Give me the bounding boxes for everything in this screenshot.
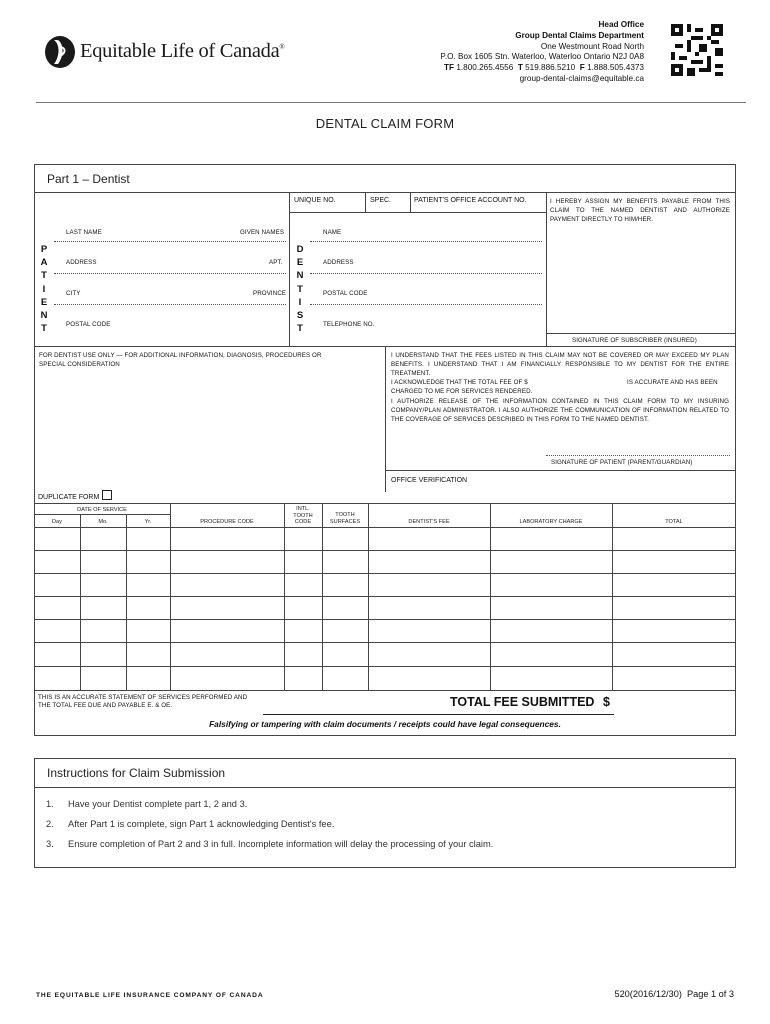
col-dentist-fee: DENTIST'S FEE: [408, 519, 450, 525]
table-row[interactable]: [34, 642, 736, 643]
table-bottom-rule: [34, 690, 736, 691]
department: Group Dental Claims Department: [515, 30, 644, 40]
letter: I: [42, 283, 46, 295]
dentist-use-label: FOR DENTIST USE ONLY — FOR ADDITIONAL INFORMATION, DIAGNOSIS, PROCEDURES OR SPECIAL CONSIDERATION: [39, 352, 322, 368]
address-label: ADDRESS: [66, 259, 97, 266]
table-row[interactable]: [34, 619, 736, 620]
instruction-number: 1.: [46, 799, 54, 809]
letter: T: [41, 270, 47, 282]
part1-title-rule: [34, 192, 736, 193]
total-fee-rule: [263, 714, 614, 715]
duplicate-form-checkbox[interactable]: [102, 490, 112, 500]
legal-warning: Falsifying or tampering with claim documents / receipts could have legal consequences.: [209, 719, 561, 729]
date-header-rule: [34, 514, 170, 515]
col-rule: [126, 514, 127, 690]
subscriber-signature-label: SIGNATURE OF SUBSCRIBER (INSURED): [572, 337, 697, 344]
given-names-label: GIVEN NAMES: [240, 229, 285, 236]
assign-benefits-text: I HEREBY ASSIGN MY BENEFITS PAYABLE FROM THIS CLAIM TO THE NAMED DENTIST AND AUTHORIZE PAYMENT DIRECTLY TO HIM/HER.: [550, 198, 730, 223]
tf-label: TF: [444, 63, 455, 73]
city-label: CITY: [66, 290, 81, 297]
understand-text: I UNDERSTAND THAT THE FEES LISTED IN THIS CLAIM MAY NOT BE COVERED OR MAY EXCEED MY PLAN BENEFITS. I UNDERSTAND THAT I AM FINANCIALLY RESPONSIBLE TO MY DENTIST FOR THE ENTIRE TREATMENT.: [391, 352, 729, 377]
instruction-item: [46, 819, 334, 829]
spec-label: SPEC.: [370, 197, 392, 204]
f-label: F: [579, 63, 585, 73]
last-name-field[interactable]: [54, 241, 286, 242]
form-number: 520(2016/12/30): [614, 989, 682, 999]
patient-signature-label: SIGNATURE OF PATIENT (PARENT/GUARDIAN): [551, 459, 693, 466]
company-name: Equitable Life of Canada: [80, 40, 280, 62]
f-value: 1.888.505.4373: [587, 63, 644, 73]
letter: N: [40, 310, 48, 322]
dentist-vertical-label: [294, 243, 306, 335]
col-procedure-code: PROCEDURE CODE: [200, 519, 254, 525]
table-row[interactable]: [34, 573, 736, 574]
equitable-logo-icon: [44, 34, 78, 70]
divider-v2: [365, 192, 366, 212]
address-line-1: One Westmount Road North: [540, 41, 644, 51]
col-month: Mo.: [98, 519, 108, 525]
letter: N: [296, 270, 304, 282]
tf-value: 1.800.265.4556: [456, 63, 514, 73]
col-total: TOTAL: [665, 519, 683, 525]
total-fee-dollar: $: [603, 695, 610, 709]
instruction-item: [46, 799, 247, 809]
apt-label: APT.: [269, 259, 283, 266]
page-number: Page 1 of 3: [687, 989, 734, 999]
header-divider: [36, 102, 746, 103]
postal-code-label: POSTAL CODE: [66, 321, 111, 328]
province-label: PROVINCE: [253, 290, 287, 297]
date-of-service-header: DATE OF SERVICE: [77, 507, 127, 513]
letter: T: [41, 323, 47, 335]
address-field[interactable]: [54, 273, 286, 274]
dentist-postal-label: POSTAL CODE: [323, 290, 368, 297]
part1-title: Part 1 – Dentist: [47, 172, 130, 186]
letter: A: [40, 257, 48, 269]
unique-row-rule: [289, 212, 546, 213]
patient-account-label: PATIENT'S OFFICE ACCOUNT NO.: [414, 197, 527, 204]
email: group-dental-claims@equitable.ca: [519, 73, 644, 83]
letter: T: [297, 283, 303, 295]
statement-text: THIS IS AN ACCURATE STATEMENT OF SERVICES PERFORMED AND THE TOTAL FEE DUE AND PAYABLE E. & OE.: [38, 694, 248, 709]
qr-code-icon: [671, 24, 723, 76]
acknowledge-fee-c: CHARGED TO ME FOR SERVICES RENDERED.: [391, 388, 533, 395]
acknowledge-fee-a: I ACKNOWLEDGE THAT THE TOTAL FEE OF $: [391, 379, 528, 386]
instruction-number: 3.: [46, 839, 54, 849]
patient-signature-field[interactable]: [546, 455, 730, 456]
col-intl-tooth-code: INTL. TOOTH CODE: [293, 506, 313, 525]
letter: E: [40, 296, 48, 308]
table-row[interactable]: [34, 596, 736, 597]
col-year: Yr.: [144, 519, 152, 525]
trademark: ®: [279, 43, 285, 52]
dentist-address-label: ADDRESS: [323, 259, 354, 266]
t-value: 519.886.5210: [525, 63, 576, 73]
office-verification-label: OFFICE VERIFICATION: [391, 477, 468, 484]
acknowledge-fee-b: IS ACCURATE AND HAS BEEN: [627, 379, 718, 386]
acknowledge-text: [391, 378, 729, 396]
letter: E: [296, 257, 304, 269]
instructions-title: Instructions for Claim Submission: [47, 766, 226, 780]
address-line-2: P.O. Box 1605 Stn. Waterloo, Waterloo Ontario N2J 0A8: [440, 52, 644, 62]
table-header-rule: [34, 527, 736, 528]
instruction-text: Ensure completion of Part 2 and 3 in full. Incomplete information will delay the processing of your claim.: [68, 839, 494, 849]
subscriber-signature-field[interactable]: [546, 333, 736, 334]
divider-v1: [289, 192, 290, 346]
letter: P: [40, 244, 48, 255]
unique-no-label: UNIQUE NO.: [294, 197, 336, 204]
table-row[interactable]: [34, 666, 736, 667]
dentist-address-field[interactable]: [310, 273, 542, 274]
total-fee-label: TOTAL FEE SUBMITTED: [450, 695, 595, 709]
t-label: T: [517, 63, 523, 73]
instructions-title-rule: [34, 787, 736, 788]
footer-page-info: [614, 989, 734, 999]
letter: T: [297, 323, 303, 335]
footer-company: THE EQUITABLE LIFE INSURANCE COMPANY OF CANADA: [36, 992, 264, 999]
instruction-text: Have your Dentist complete part 1, 2 and 3.: [68, 799, 248, 809]
table-top-rule: [34, 503, 736, 504]
dentist-name-label: NAME: [323, 229, 342, 236]
city-field[interactable]: [54, 304, 286, 305]
dentist-postal-field[interactable]: [310, 304, 542, 305]
authorize-text: I AUTHORIZE RELEASE OF THE INFORMATION CONTAINED IN THIS CLAIM FORM TO MY INSURING COMPANY/PLAN ADMINISTRATOR. I ALSO AUTHORIZE THE COMMUNICATION OF INFORMATION RELATED TO THE COVERAGE OF SERVICES DESCRIBED IN THIS FORM TO THE NAMED DENTIST.: [391, 398, 729, 423]
letter: I: [298, 296, 302, 308]
letter: S: [296, 310, 304, 322]
col-rule: [80, 514, 81, 690]
head-office-block: [440, 20, 644, 85]
duplicate-form-label: DUPLICATE FORM: [38, 494, 100, 501]
table-row[interactable]: [34, 550, 736, 551]
last-name-label: LAST NAME: [66, 229, 102, 236]
dentist-phone-label: TELEPHONE NO.: [323, 321, 375, 328]
office-title: Head Office: [598, 20, 644, 29]
phone-line: [440, 63, 644, 74]
col-tooth-surfaces: TOOTH SURFACES: [329, 512, 361, 525]
instruction-item: [46, 839, 493, 849]
patient-vertical-label: [38, 243, 50, 335]
office-verification-rule: [385, 470, 736, 471]
divider-v3: [410, 192, 411, 212]
letter: D: [296, 244, 304, 255]
col-day: Day: [52, 519, 62, 525]
form-title: DENTAL CLAIM FORM: [315, 116, 455, 131]
col-lab-charge: LABORATORY CHARGE: [519, 519, 583, 525]
instruction-text: After Part 1 is complete, sign Part 1 acknowledging Dentist's fee.: [68, 819, 335, 829]
divider-v4: [546, 192, 547, 346]
dentist-name-field[interactable]: [310, 241, 542, 242]
instruction-number: 2.: [46, 819, 54, 829]
